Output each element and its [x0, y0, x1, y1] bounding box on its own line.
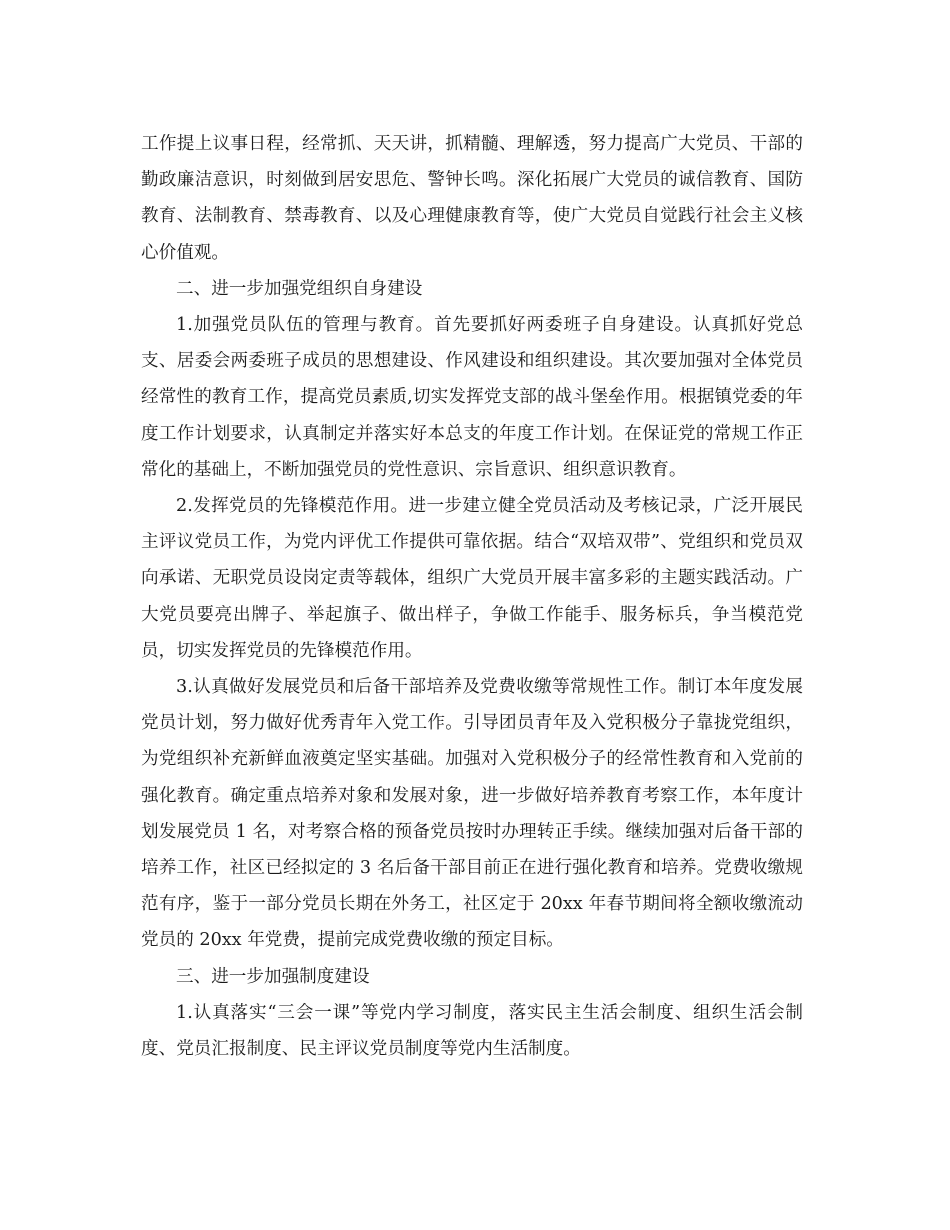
section-heading-2: 二、进一步加强党组织自身建设	[176, 278, 423, 299]
document-body	[141, 126, 803, 1067]
section-heading-3: 三、进一步加强制度建设	[176, 966, 370, 987]
paragraph-item-1: 1.加强党员队伍的管理与教育。首先要抓好两委班子自身建设。认真抓好党总支、居委会两委班子成员的思想建设、作风建设和组织建设。其次要加强对全体党员经常性的教育工作，提高党员素质,切实发挥党支部的战斗堡垒作用。根据镇党委的年度工作计划要求，认真制定并落实好本总支的年度工作计划。在保证党的常规工作正常化的基础上，不断加强党员的党性意识、宗旨意识、组织意识教育。	[141, 315, 803, 480]
paragraph-item-2: 2.发挥党员的先锋模范作用。进一步建立健全党员活动及考核记录，广泛开展民主评议党员工作，为党内评优工作提供可靠依据。结合“双培双带”、党组织和党员双向承诺、无职党员设岗定责等载体，组织广大党员开展丰富多彩的主题实践活动。广大党员要亮出牌子、举起旗子、做出样子，争做工作能手、服务标兵，争当模范党员，切实发挥党员的先锋模范作用。	[141, 496, 803, 661]
paragraph-item-3: 3.认真做好发展党员和后备干部培养及党费收缴等常规性工作。制订本年度发展党员计划，努力做好优秀青年入党工作。引导团员青年及入党积极分子靠拢党组织，为党组织补充新鲜血液奠定坚实基础。加强对入党积极分子的经常性教育和入党前的强化教育。确定重点培养对象和发展对象，进一步做好培养教育考察工作，本年度计划发展党员 1 名，对考察合格的预备党员按时办理转正手续。继续加强对后备干部的培养工作，社区已经拟定的 3 名后备干部目前正在进行强化教育和培养。党费收缴规范有序，鉴于一部分党员长期在外务工，社区定于 20xx 年春节期间将全额收缴流动党员的 20xx 年党费，提前完成党费收缴的预定目标。	[141, 677, 803, 951]
paragraph-item-3-1: 1.认真落实“三会一课”等党内学习制度，落实民主生活会制度、组织生活会制度、党员汇报制度、民主评议党员制度等党内生活制度。	[141, 1002, 803, 1060]
paragraph-continuation: 工作提上议事日程，经常抓、天天讲，抓精髓、理解透，努力提高广大党员、干部的勤政廉洁意识，时刻做到居安思危、警钟长鸣。深化拓展广大党员的诚信教育、国防教育、法制教育、禁毒教育、以及心理健康教育等，使广大党员自觉践行社会主义核心价值观。	[141, 134, 803, 263]
